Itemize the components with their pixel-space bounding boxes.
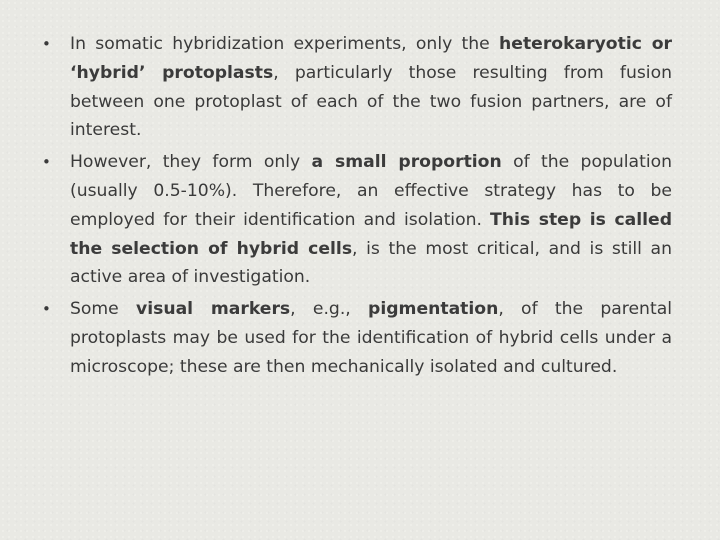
bullet-text-segment: , is the most critical, and is still an active area of investigation. (70, 238, 672, 288)
bullet-text-segment: , e.g., (290, 299, 369, 320)
bullet-text-emphasis: pigmentation (368, 299, 499, 320)
bullet-text-segment: , particularly those resulting from fusion between one protoplast of each of the two fusion partners, are of interest. (70, 62, 672, 141)
bullet-icon: • (42, 153, 51, 172)
bullet-item-2 (40, 148, 672, 292)
bullet-text-segment: of the population (usually 0.5-10%). Therefore, an effective strategy has to be employed for their identification and isolation. (70, 152, 673, 230)
bullet-text-segment: Some (70, 299, 137, 320)
slide-body (40, 30, 672, 385)
bullet-icon: • (42, 35, 51, 53)
bullet-item-3 (40, 295, 672, 381)
bullet-item-1 (40, 30, 672, 145)
bullet-text-segment: , of the parental protoplasts may be used for the identification of hybrid cells under a microscope; these are then mechanically isolated and cultured. (70, 299, 672, 377)
bullet-text-segment: In somatic hybridization experiments, only the (70, 34, 500, 54)
bullet-icon: • (42, 300, 51, 319)
bullet-list (40, 30, 672, 382)
bullet-text-segment: However, they form only (70, 152, 312, 173)
bullet-text-emphasis: visual markers (136, 299, 291, 320)
bullet-text-emphasis: heterokaryotic or ‘hybrid’ protoplasts (70, 34, 672, 83)
bullet-text-emphasis: This step is called the selection of hybrid cells (70, 209, 673, 259)
bullet-text-emphasis: a small proportion (311, 152, 502, 173)
